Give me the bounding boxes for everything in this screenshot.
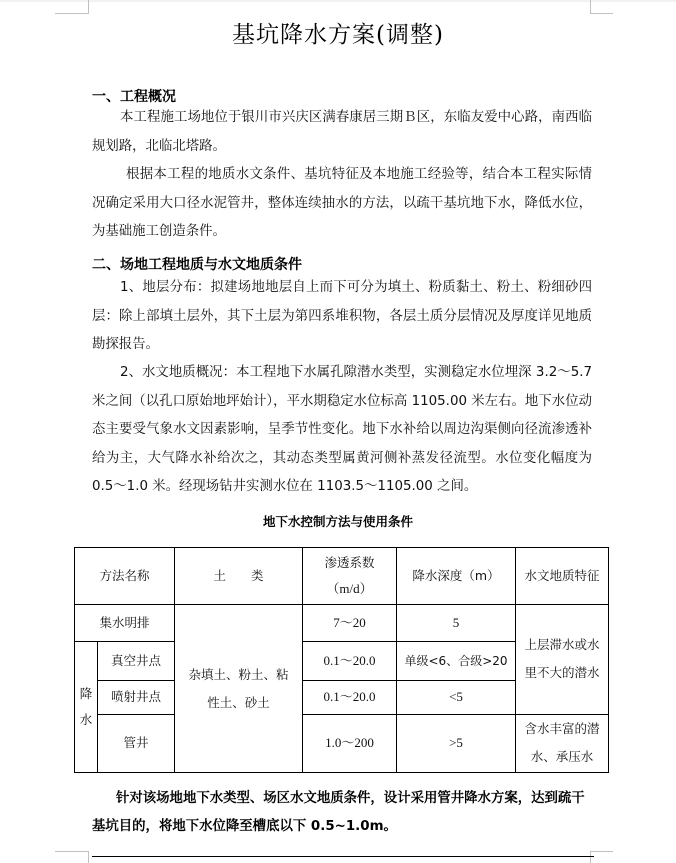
- header-permeability-line1: 渗透系数: [324, 555, 375, 571]
- cell-permeability: 0.1～20.0: [303, 642, 397, 680]
- corner-mark-top-right: [590, 0, 591, 14]
- table-caption: 地下水控制方法与使用条件: [262, 514, 413, 529]
- header-depth: 降水深度（m）: [397, 548, 516, 605]
- corner-mark-top-left-h: [55, 13, 89, 14]
- page-bottom-rule: [92, 856, 594, 857]
- cell-method: 喷射井点: [98, 680, 175, 714]
- table-row: [75, 714, 609, 772]
- cell-method: 真空井点: [98, 642, 175, 680]
- paragraph-strata: 1、地层分布：拟建场地地层自上而下可分为填土、粉质黏土、粉土、粉细砂四层：除上部填土层外，其下土层为第四系堆积物，各层土质分层情况及厚度详见地质勘探报告。: [92, 280, 592, 352]
- cell-method: 管井: [98, 714, 175, 772]
- cell-group-label: 降水: [75, 642, 98, 773]
- corner-mark-bottom-right: [590, 851, 591, 863]
- header-permeability: [303, 548, 397, 605]
- page-top-strip: [0, 0, 676, 2]
- corner-mark-top-right-h: [590, 13, 613, 14]
- header-hydro: 水文地质特征: [516, 548, 609, 605]
- paragraph-dewatering-approach: 根据本工程的地质水文条件、基坑特征及本地施工经验等，结合本工程实际情况确定采用大口径水泥管井，整体连续抽水的方法，以疏干基坑地下水，降低水位，为基础施工创造条件。: [92, 167, 592, 239]
- header-method: 方法名称: [75, 548, 175, 605]
- section-heading-overview: 一、工程概况: [92, 89, 176, 105]
- cell-hydro-group-2: 含水丰富的潜水、承压水: [516, 714, 609, 772]
- cell-hydro-group-1: 上层滞水或水里不大的潜水: [516, 605, 609, 714]
- conclusion-paragraph: [92, 785, 592, 841]
- section-heading-geology: 二、场地工程地质与水文地质条件: [92, 257, 302, 273]
- table-header-row: [75, 548, 609, 605]
- corner-mark-bottom-left: [88, 851, 89, 863]
- header-permeability-line2: （m/d）: [326, 581, 373, 597]
- header-soil: 土 类: [175, 548, 303, 605]
- corner-mark-bottom-right-h: [590, 851, 613, 852]
- groundwater-control-table: [74, 547, 609, 773]
- cell-depth: 单级<6、合级>20: [397, 642, 516, 680]
- cell-depth: <5: [397, 680, 516, 714]
- cell-method: 集水明排: [75, 605, 175, 642]
- cell-depth: 5: [397, 605, 516, 642]
- corner-mark-bottom-left-h: [55, 851, 89, 852]
- table-row: [75, 605, 609, 642]
- cell-permeability: 7～20: [303, 605, 397, 642]
- cell-soil-shared: 杂填土、粉土、粘性土、砂土: [175, 605, 303, 773]
- paragraph-site-location: 本工程施工场地位于银川市兴庆区满春康居三期Ｂ区，东临友爱中心路，南西临规划路，北临北塔路。: [92, 110, 592, 154]
- corner-mark-top-left: [88, 0, 89, 14]
- cell-depth: >5: [397, 714, 516, 772]
- cell-permeability: 1.0～200: [303, 714, 397, 772]
- cell-permeability: 0.1～20.0: [303, 680, 397, 714]
- conclusion-text: 针对该场地地下水类型、场区水文地质条件，设计采用管井降水方案，达到疏干基坑目的，将地下水位降至槽底以下 0.5~1.0m。: [92, 791, 585, 834]
- document-title: 基坑降水方案(调整): [232, 22, 444, 48]
- paragraph-hydrogeology: 2、水文地质概况：本工程地下水属孔隙潜水类型，实测稳定水位埋深 3.2～5.7 米之间（以孔口原始地坪始计），平水期稳定水位标高 1105.00 米左右。地下水位动态主要受气象水文因素影响，呈季节性变化。地下水补给以周边沟渠侧向径流渗透补给为主，大气降水补给次之，其动态类型属黄河侧补蒸发径流型。水位变化幅度为 0.5～1.0 米。经现场钻井实测水位在 1103.5～1105.00 之间。: [92, 365, 592, 494]
